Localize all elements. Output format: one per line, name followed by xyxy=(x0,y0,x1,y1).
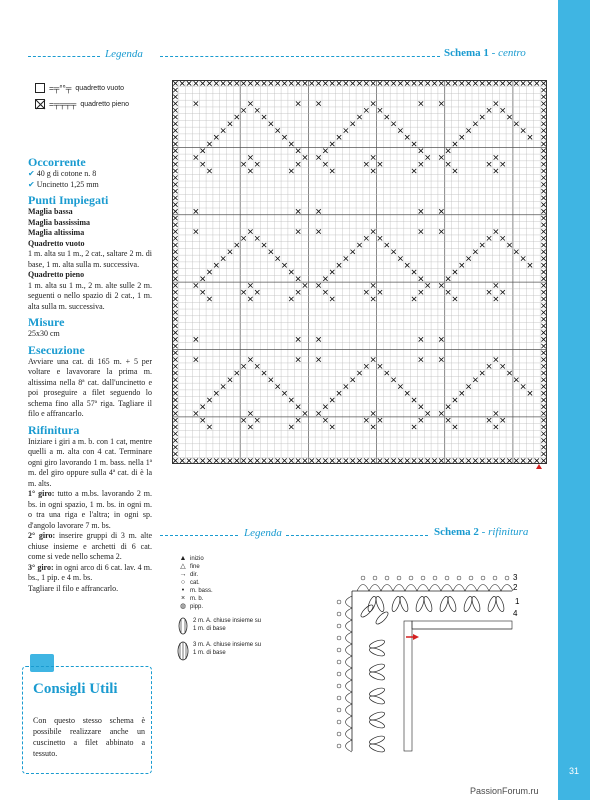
misure-title: Misure xyxy=(28,315,65,329)
legend2-row: • m. bass. xyxy=(176,587,263,595)
rifinitura-title: Rifinitura xyxy=(28,422,80,437)
rifinitura-end: Tagliare il filo e affrancarlo. xyxy=(28,583,119,593)
filled-square-icon xyxy=(35,99,45,109)
filet-chart xyxy=(172,80,547,464)
arrow-icon: → xyxy=(179,571,187,578)
tips-box xyxy=(22,666,152,774)
occorrente-title: Occorrente xyxy=(28,155,86,169)
check-icon: ✔ xyxy=(28,179,35,189)
cluster2-icon xyxy=(176,617,190,635)
legend-row-empty: =╤°°╤ quadretto vuoto xyxy=(35,80,129,96)
schema2-title: Schema 2 - rifinitura xyxy=(434,526,529,538)
occorrente-item: ✔ Uncinetto 1,25 mm xyxy=(28,179,99,189)
end-icon: △ xyxy=(180,563,186,570)
round-label: 1 xyxy=(515,597,520,606)
legend2-header-line xyxy=(160,535,238,536)
esecuzione-text: Avviare una cat. di 165 m. + 5 per voltare e lavavorare la prima m. altissima nella 8ª cat. dall'uncinetto e poi proseguire a filet seguendo lo schema fino alla 57ª riga. Tagliare il filo e affrancarlo. xyxy=(28,356,152,418)
vuoto-text: 1 m. alta su 1 m., 2 cat., saltare 2 m. di base, 1 m. alta sulla m. successiva. xyxy=(28,249,152,269)
schema1-header-line xyxy=(160,56,440,57)
watermark-text: PassionForum.ru xyxy=(470,786,539,796)
empty-square-icon xyxy=(35,83,45,93)
legend2-group3: 3 m. A. chiuse insieme su 1 m. di base xyxy=(176,641,263,661)
instructions-column xyxy=(28,152,152,594)
occorrente-item: ✔ 40 g di cotone n. 8 xyxy=(28,169,97,178)
giro-1: 1° giro: tutto a m.bs. lavorando 2 m. bs. in ogni spazio, 1 m. bs. in ogni m. o tra una riga e l'altra; in ogni sp. d'angolo lavorare 7 m. bs. xyxy=(28,489,153,530)
page-number: 31 xyxy=(568,766,579,776)
slip-stitch-icon: • xyxy=(181,587,185,594)
picot-icon: ◍ xyxy=(179,603,187,610)
round-label: 4 xyxy=(513,609,518,618)
pieno-text: 1 m. alta su 1 m., 2 m. alte sulle 2 m. seguenti o nello spazio di 2 cat., 1 m. alta sulla m. successiva. xyxy=(28,280,152,311)
giro-2: 2° giro: inserire gruppi di 3 m. alte chiuse insieme e archetti di 6 cat. come si vede nello schema 2. xyxy=(28,531,152,561)
legend2-row: → dir. xyxy=(176,571,263,579)
legend2-header: Legenda xyxy=(244,527,282,539)
filled-stitch-icon: =╤╤╤╤ xyxy=(49,99,77,109)
check-icon: ✔ xyxy=(28,169,35,178)
punto-label: Quadretto vuoto xyxy=(28,238,85,248)
punto-label: Maglia bassa xyxy=(28,207,73,216)
filet-grid xyxy=(172,80,547,464)
border-diagram xyxy=(327,556,527,756)
tips-text: Con questo stesso schema è possibile realizzare anche un cuscinetto a filet abbinato a tessuto. xyxy=(33,716,145,758)
giro-3: 3° giro: in ogni arco di 6 cat. lav. 4 m. bs., 1 pip. e 4 m. bs. xyxy=(28,562,153,582)
rifinitura-intro: Iniziare i giri a m. b. con 1 cat, mentre quelli a m. alta con 4 cat. Terminare ogni giro lavorando 1 m. bass. nella 1ª m. del giro oppure sulla 4ª cat. di è la m. alts. xyxy=(28,436,152,488)
legend2-row: △ fine xyxy=(176,563,263,571)
schema2-header-line xyxy=(286,535,428,536)
start-icon: ▲ xyxy=(179,555,187,562)
legend-header: Legenda xyxy=(105,48,143,60)
chain-icon: ○ xyxy=(180,579,186,586)
legend-symbols xyxy=(35,80,129,112)
punti-title: Punti Impiegati xyxy=(28,193,109,207)
legend2-group2: 2 m. A. chiuse insieme su 1 m. di base xyxy=(176,617,263,635)
round-label: 2 xyxy=(513,583,518,592)
round-label: 3 xyxy=(513,573,518,582)
legend2-row: ◍ pipp. xyxy=(176,603,263,611)
misure-text: 25x30 cm xyxy=(28,329,60,338)
cluster3-icon xyxy=(176,641,190,661)
tips-title: Consigli Utili xyxy=(33,681,118,697)
start-marker-icon xyxy=(536,464,542,469)
legend-row-filled: =╤╤╤╤ quadretto pieno xyxy=(35,96,129,112)
legend2-row: ○ cat. xyxy=(176,579,263,587)
punto-label: Quadretto pieno xyxy=(28,270,85,279)
empty-stitch-icon: =╤°°╤ xyxy=(49,83,72,93)
legend2-row: × m. b. xyxy=(176,595,263,603)
legend-header-line xyxy=(28,56,100,57)
esecuzione-title: Esecuzione xyxy=(28,342,85,357)
single-crochet-icon: × xyxy=(180,595,186,602)
schema1-title: Schema 1 - centro xyxy=(444,47,526,59)
legend2-row: ▲ inizio xyxy=(176,555,263,563)
punto-label: Maglia altissima xyxy=(28,228,85,237)
direction-arrow-icon xyxy=(413,634,419,640)
side-strip xyxy=(558,0,590,800)
legend2-symbols xyxy=(176,555,263,661)
punto-label: Maglia bassissima xyxy=(28,217,91,227)
